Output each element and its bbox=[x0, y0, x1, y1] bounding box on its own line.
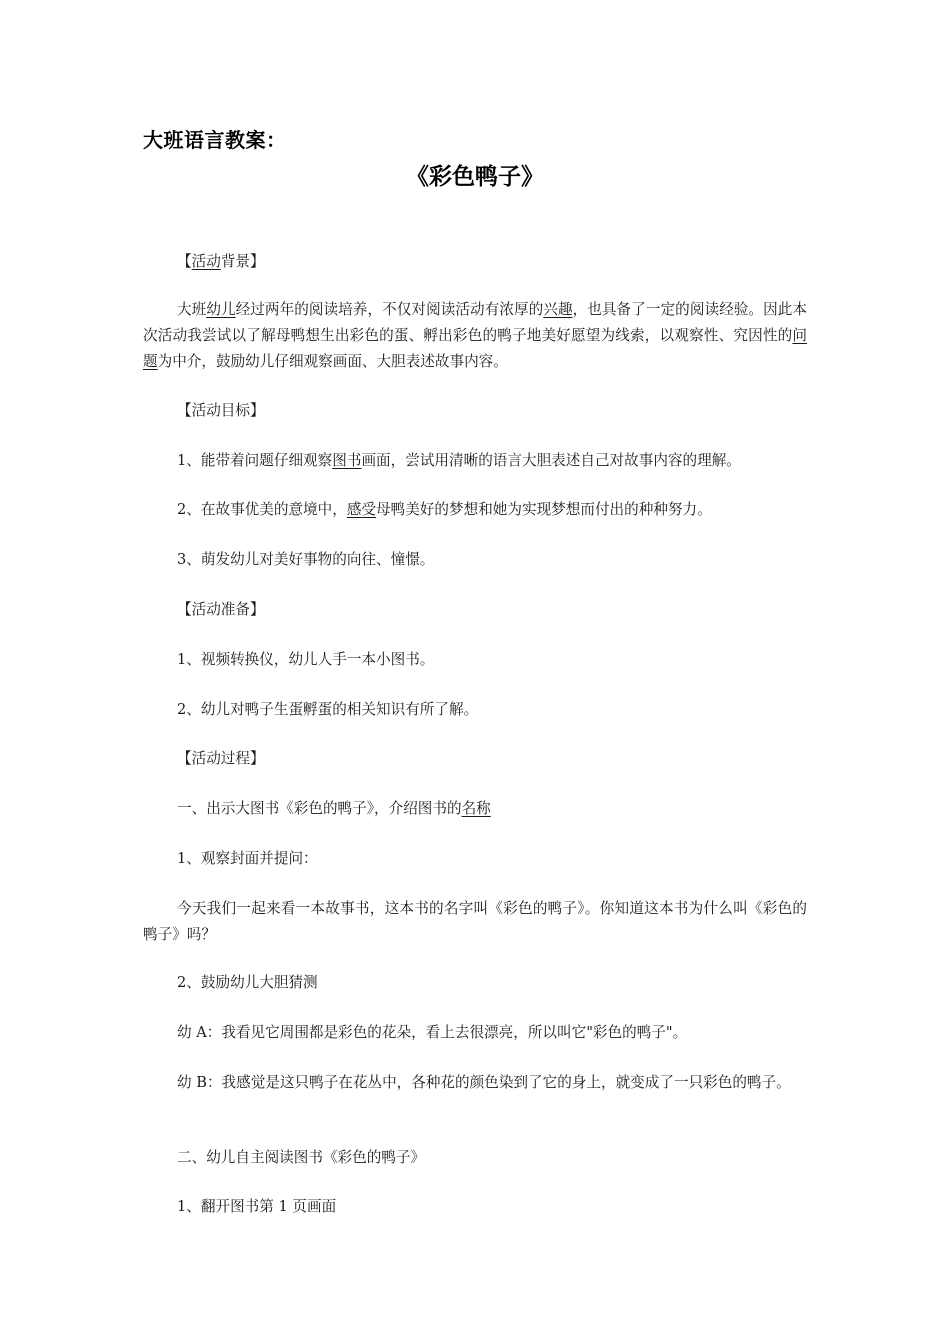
goal-item-2: 2、在故事优美的意境中，感受母鸭美好的梦想和她为实现梦想而付出的种种努力。 bbox=[177, 501, 712, 518]
process-question: 今天我们一起来看一本故事书，这本书的名字叫《彩色的鸭子》。你知道这本书为什么叫《彩色的鸭子》吗？ bbox=[143, 900, 807, 943]
link-children[interactable]: 幼儿 bbox=[206, 301, 236, 318]
link-name[interactable]: 名称 bbox=[461, 800, 491, 817]
prep-item-2: 2、幼儿对鸭子生蛋孵蛋的相关知识有所了解。 bbox=[177, 701, 479, 718]
document-title: 《彩色鸭子》 bbox=[406, 164, 544, 190]
process-step-2: 二、幼儿自主阅读图书《彩色的鸭子》 bbox=[177, 1149, 426, 1166]
process-step-1-2: 2、鼓励幼儿大胆猜测 bbox=[177, 974, 318, 991]
child-answer-b: 幼 B：我感觉是这只鸭子在花丛中，各种花的颜色染到了它的身上，就变成了一只彩色的鸭子。 bbox=[177, 1074, 791, 1091]
goal-item-3: 3、萌发幼儿对美好事物的向往、憧憬。 bbox=[177, 551, 435, 568]
section-heading-background: 【活动背景】 bbox=[177, 253, 265, 270]
link-feel[interactable]: 感受 bbox=[346, 501, 377, 518]
process-step-1-1: 1、观察封面并提问： bbox=[177, 850, 318, 867]
link-interest[interactable]: 兴趣 bbox=[543, 301, 573, 318]
goal-item-1: 1、能带着问题仔细观察图书画面，尝试用清晰的语言大胆表述自己对故事内容的理解。 bbox=[177, 452, 741, 469]
process-step-1: 一、出示大图书《彩色的鸭子》，介绍图书的名称 bbox=[177, 800, 491, 817]
link-question[interactable]: 问题 bbox=[143, 327, 807, 370]
link-activity[interactable]: 活动 bbox=[191, 253, 221, 270]
link-book[interactable]: 图书 bbox=[332, 452, 362, 469]
document-heading: 大班语言教案： bbox=[143, 128, 287, 152]
prep-item-1: 1、视频转换仪，幼儿人手一本小图书。 bbox=[177, 651, 435, 668]
section-heading-goals: 【活动目标】 bbox=[177, 402, 265, 419]
section-heading-process: 【活动过程】 bbox=[177, 750, 265, 767]
section-heading-preparation: 【活动准备】 bbox=[177, 601, 265, 618]
child-answer-a: 幼 A：我看见它周围都是彩色的花朵，看上去很漂亮，所以叫它"彩色的鸭子"。 bbox=[177, 1024, 688, 1041]
process-step-2-1: 1、翻开图书第 1 页画面 bbox=[177, 1198, 337, 1215]
background-paragraph: 大班幼儿经过两年的阅读培养，不仅对阅读活动有浓厚的兴趣，也具备了一定的阅读经验。因此本次活动我尝试以了解母鸭想生出彩色的蛋、孵出彩色的鸭子地美好愿望为线索，以观察性、究因性的问题为中介，鼓励幼儿仔细观察画面、大胆表述故事内容。 bbox=[143, 301, 807, 370]
